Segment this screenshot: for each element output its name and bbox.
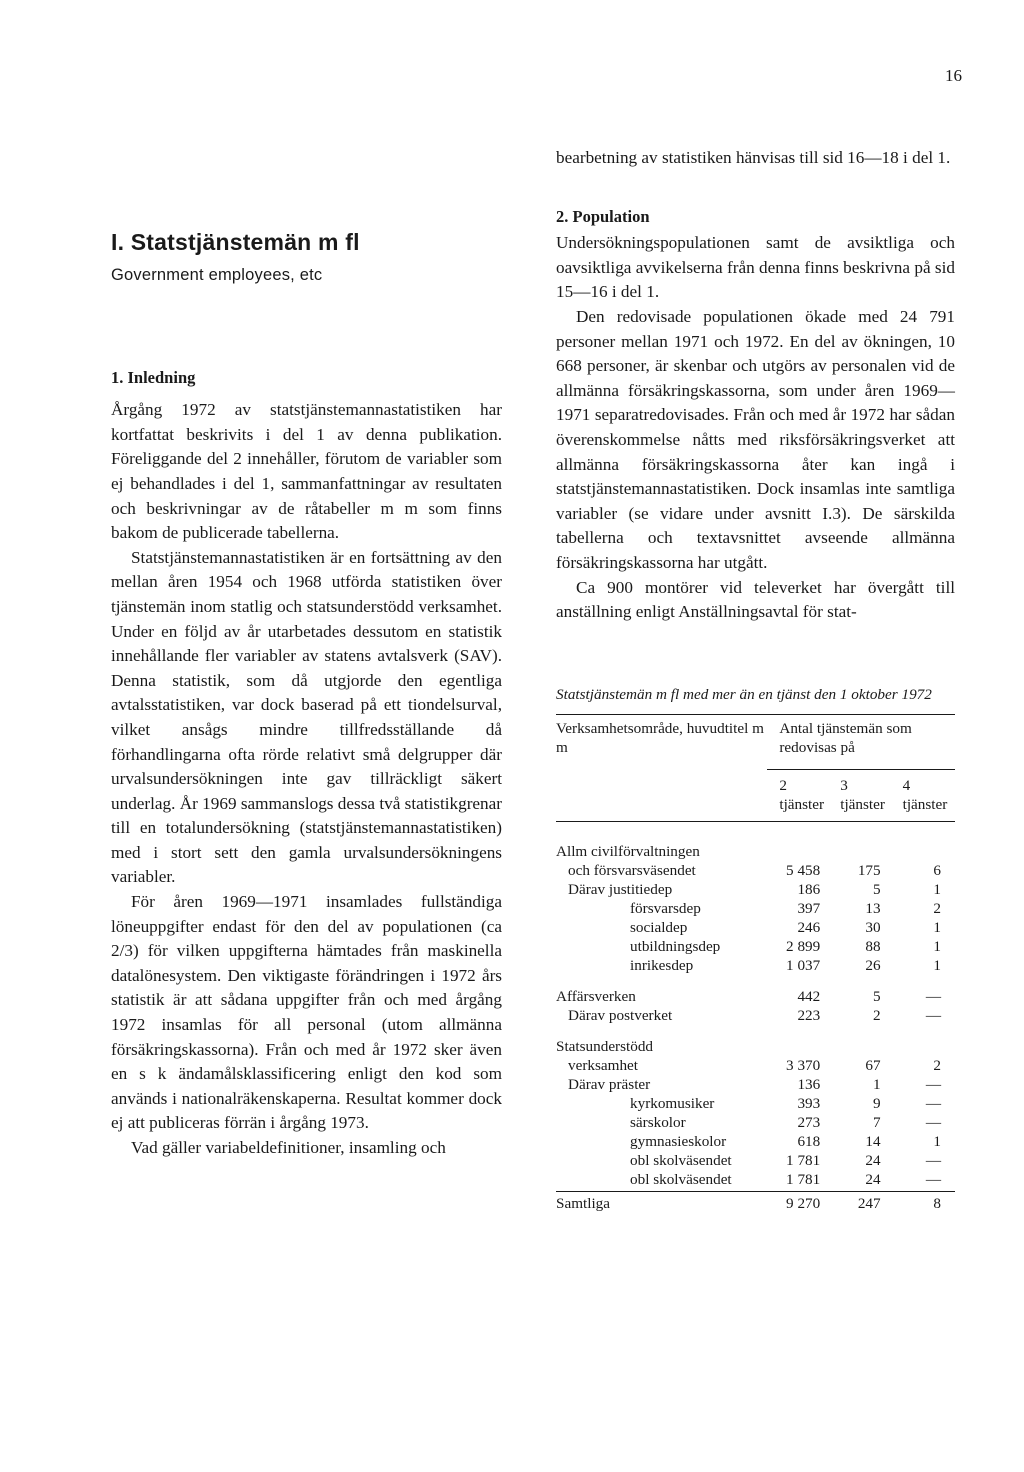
table-caption: Statstjänstemän m fl med mer än en tjänst den 1 oktober 1972: [556, 685, 932, 703]
row-label: obl skolväsendet: [630, 1152, 732, 1170]
table-row: [556, 1132, 955, 1151]
section-heading-inledning: 1. Inledning: [111, 367, 196, 387]
table-header-group: Antal tjänstemän som redovisas på: [767, 714, 955, 757]
table-row: [556, 956, 955, 975]
table-row: [556, 1170, 955, 1192]
cell: —: [925, 988, 941, 1006]
table-row: [556, 899, 955, 918]
section-heading-population: 2. Population: [556, 206, 650, 226]
cell: 67: [865, 1057, 881, 1075]
chapter-title: I. Statstjänstemän m fl: [111, 229, 360, 255]
cell: 246: [797, 919, 821, 937]
table-row: [556, 1075, 955, 1094]
table-row: [556, 861, 955, 880]
paragraph: Den redovisade populationen ökade med 24 791 personer mellan 1971 och 1972. En del av ökningen, 10 668 personer, är skenbar och utgörs av personalen vid de allmänna försäkringskassorna, som under åren 1969—1971 separatredovisades. Från och med år 1972 har sådan överenskommelse nåtts med riksförsäkringsverket att allmänna försäkringskassorna åter kan ingå i statstjänstemannastatistiken. Dock insamlas inte samtliga variabler (se vidare under avsnitt I.3). De särskilda tabellerna och textavsnittet avseende allmänna försäkringskassorna har utgått.: [556, 306, 955, 572]
row-label: och försvarsväsendet: [568, 862, 696, 880]
chapter-subtitle: Government employees, etc: [111, 266, 323, 284]
table-row: [556, 1113, 955, 1132]
table-row: [556, 1056, 955, 1075]
cell: 24: [834, 1170, 894, 1192]
cell: 442: [797, 988, 821, 1006]
table-row-total: [556, 1192, 955, 1214]
row-label: obl skolväsendet: [556, 1170, 767, 1192]
column-header: 4 tjänster: [895, 769, 955, 822]
paragraph: Statstjänstemannastatistiken är en fortsättning av den mellan åren 1954 och 1968 utförda statistiken över tjänstemän inom statlig och statsunderstödd verksamhet. Under en följd av år utarbetades dessutom en statistik innehållande fler variabler av statens avtalsverk (SAV). Denna statistik, som då utgjorde den egentliga avtalsstatistiken, var dock baserad på ett tiondelsurval, vilket ansågs mindre tillfredsställande då förhandlingarna ofta rörde relativt små delgrupper där urvalsundersökningen inte gav tillräckligt säkert underlag. År 1969 sammanslogs dessa två statistikgrenar till en totalundersökning (statstjänstemannastatistiken) med i stort sett den gamla urvalsundersökningens variabler.: [111, 547, 502, 887]
row-label: Allm civilförvaltningen: [556, 843, 700, 861]
cell: 9 270: [786, 1195, 821, 1213]
cell: 7: [873, 1114, 881, 1132]
row-label: verksamhet: [568, 1057, 639, 1075]
cell: 30: [865, 919, 881, 937]
cell: —: [925, 1095, 941, 1113]
row-label: justitiedep: [608, 881, 673, 899]
row-label: kyrkomusiker: [630, 1095, 715, 1113]
cell: 13: [865, 900, 881, 918]
cell: —: [925, 1076, 941, 1094]
paragraph: Vad gäller variabeldefinitioner, insamling och: [131, 1138, 446, 1157]
cell: 5 458: [786, 862, 821, 880]
cell: 273: [797, 1114, 821, 1132]
cell: —: [925, 1007, 941, 1025]
cell: 5: [873, 881, 881, 899]
table-row: [556, 918, 955, 937]
cell: 9: [873, 1095, 881, 1113]
cell: 1 781: [786, 1152, 821, 1170]
cell: 88: [865, 938, 881, 956]
cell: 393: [797, 1095, 821, 1113]
cell: 1: [933, 938, 941, 956]
cell: 618: [797, 1133, 821, 1151]
row-prefix: Därav: [568, 1076, 606, 1094]
column-header: 2 tjänster: [767, 769, 834, 822]
cell: 2 899: [786, 938, 821, 956]
cell: —: [925, 1114, 941, 1132]
column-header: 3 tjänster: [834, 769, 894, 822]
row-label: postverket: [608, 1007, 673, 1025]
cell: 2: [873, 1007, 881, 1025]
cell: 1: [933, 1133, 941, 1151]
cell: 1: [933, 881, 941, 899]
cell: 2: [933, 1057, 941, 1075]
cell: 6: [933, 862, 941, 880]
table-row: [556, 880, 955, 899]
row-label: försvarsdep: [630, 900, 701, 918]
row-label: Statsunderstödd: [556, 1038, 654, 1056]
cell: 1: [873, 1076, 881, 1094]
cell: 24: [865, 1152, 881, 1170]
paragraph: Ca 900 montörer vid televerket har övergått till anställning enligt Anställningsavtal för stat-: [556, 577, 955, 622]
row-label: Affärsverken: [556, 988, 636, 1006]
table-row: [556, 842, 955, 861]
row-label: socialdep: [630, 919, 688, 937]
paragraph: Årgång 1972 av statstjänstemannastatistiken har kortfattat beskrivits i del 1 av denna publikation. Föreliggande del 2 innehåller, förutom de variabler som ej behandlades i del 1, sammanfattningar av resultaten och beskrivningar av de råtabeller m m som finns bakom de publicerade tabellerna.: [111, 400, 502, 543]
cell: —: [895, 1170, 955, 1192]
cell: 14: [865, 1133, 881, 1151]
row-label: särskolor: [630, 1114, 686, 1132]
row-label: gymnasieskolor: [630, 1133, 727, 1151]
table-row: [556, 1037, 955, 1056]
cell: 186: [797, 881, 821, 899]
row-label: utbildningsdep: [630, 938, 721, 956]
cell: —: [925, 1152, 941, 1170]
paragraph: För åren 1969—1971 insamlades fullständiga löneuppgifter endast för den del av populationen (ca 2/3) för vilken uppgifterna hämtades från maskinella datalönesystem. Den viktigaste förändringen i 1972 års statistik är att sådana uppgifter från och med årgång 1972 insamlas för all personal (utom allmänna försäkringskassorna). Från och med år 1972 sker även en s k ändamålsklassificering enligt den kod som används i nationalräkenskaperna. Resultat kommer dock ej att publiceras förrän i årgång 1973.: [111, 892, 502, 1133]
cell: 1 037: [786, 957, 821, 975]
cell: 247: [857, 1195, 881, 1213]
left-column: [111, 228, 502, 1161]
cell: 1: [933, 919, 941, 937]
row-label: präster: [608, 1076, 651, 1094]
cell: 1: [933, 957, 941, 975]
row-prefix: Därav: [568, 1007, 606, 1025]
right-column: [556, 146, 955, 1213]
table-row: [556, 937, 955, 956]
table-row: [556, 1094, 955, 1113]
cell: 3 370: [786, 1057, 821, 1075]
table-row: [556, 1006, 955, 1025]
cell: 2: [933, 900, 941, 918]
page-number: 16: [945, 66, 962, 85]
cell: 8: [933, 1195, 941, 1213]
row-label: inrikesdep: [630, 957, 694, 975]
cell: 175: [857, 862, 881, 880]
cell: 223: [797, 1007, 821, 1025]
table-row: [556, 987, 955, 1006]
row-label: Samtliga: [556, 1195, 610, 1213]
cell: 26: [865, 957, 881, 975]
paragraph: Undersökningspopulationen samt de avsiktliga och oavsiktliga avvikelserna från denna finns beskrivna på sid 15—16 i del 1.: [556, 233, 955, 302]
continued-text: bearbetning av statistiken hänvisas till sid 16—18 i del 1.: [556, 148, 951, 167]
table-row: [556, 1151, 955, 1170]
cell: 5: [873, 988, 881, 1006]
cell: 1 781: [767, 1170, 834, 1192]
table-header-left: Verksamhetsområde, huvudtitel m m: [556, 714, 767, 757]
row-prefix: Därav: [568, 881, 606, 899]
statistics-table: [556, 714, 955, 1214]
cell: 136: [797, 1076, 821, 1094]
cell: 397: [797, 900, 821, 918]
